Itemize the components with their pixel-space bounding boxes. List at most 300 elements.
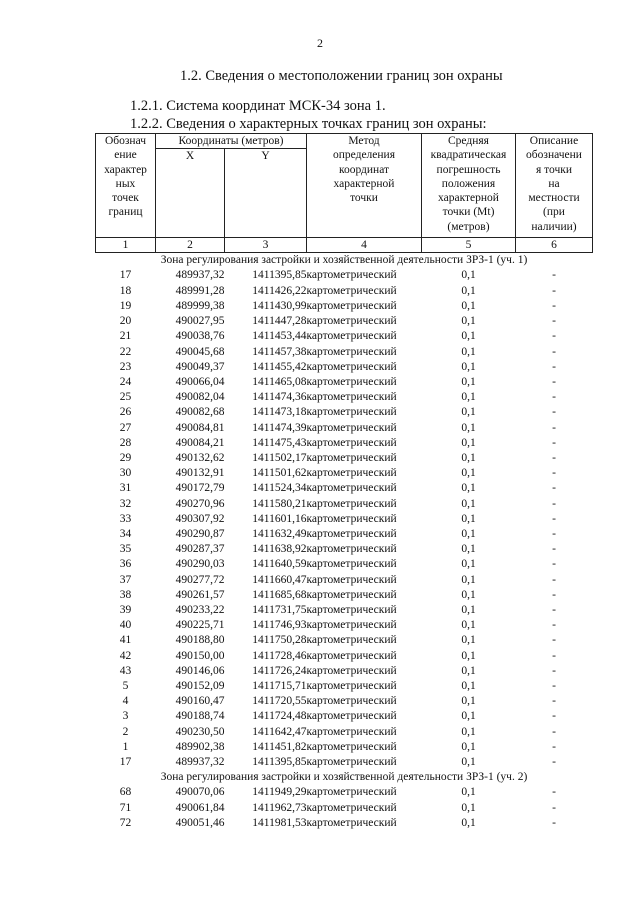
coord-x: 490084,21	[175, 436, 225, 449]
header-line: положения	[441, 177, 496, 190]
table-row	[96, 497, 593, 512]
table-row	[96, 360, 593, 375]
header-line: квадратическая	[430, 149, 507, 162]
method: картометрический	[306, 512, 397, 525]
table-row	[96, 694, 593, 709]
method: картометрический	[306, 695, 397, 708]
table-row	[96, 755, 593, 770]
point-number: 1	[122, 740, 129, 753]
coord-x: 490230,50	[175, 725, 225, 738]
description: -	[552, 527, 556, 540]
coord-y: 1411601,16	[252, 512, 307, 525]
error: 0,1	[461, 588, 476, 601]
coord-y: 1411395,85	[252, 755, 307, 768]
coord-y: 1411750,28	[252, 634, 307, 647]
coord-y: 1411720,55	[252, 695, 307, 708]
header-point-designation	[96, 134, 156, 238]
table-row	[96, 375, 593, 390]
point-number: 32	[119, 497, 132, 510]
description: -	[552, 725, 556, 738]
description: -	[552, 740, 556, 753]
coord-x: 490261,57	[175, 588, 225, 601]
coord-x: 490160,47	[175, 695, 225, 708]
description: -	[552, 679, 556, 692]
error: 0,1	[461, 482, 476, 495]
header-error	[422, 134, 516, 238]
table-row	[96, 801, 593, 816]
zone-title: Зона регулирования застройки и хозяйственной деятельности ЗРЗ-1 (уч. 2)	[160, 771, 528, 784]
coord-x: 490290,03	[175, 558, 225, 571]
table-row	[96, 542, 593, 557]
point-number: 22	[119, 345, 132, 358]
description: -	[552, 421, 556, 434]
error: 0,1	[461, 801, 476, 814]
point-number: 36	[119, 558, 132, 571]
coord-x: 489937,32	[175, 269, 225, 282]
table-row	[96, 466, 593, 481]
point-number: 72	[119, 816, 132, 829]
coord-x: 490070,06	[175, 786, 225, 799]
header-colnum: 2	[156, 238, 225, 253]
coord-y: 1411746,93	[252, 619, 307, 632]
table-row	[96, 527, 593, 542]
table-row	[96, 603, 593, 618]
method: картометрический	[306, 360, 397, 373]
table-row	[96, 451, 593, 466]
header-line: координат	[338, 163, 390, 176]
coord-x: 490307,92	[175, 512, 225, 525]
description: -	[552, 299, 556, 312]
coord-y: 1411457,38	[252, 345, 307, 358]
coord-y: 1411451,82	[252, 740, 307, 753]
description: -	[552, 649, 556, 662]
coord-y: 1411502,17	[252, 451, 307, 464]
error: 0,1	[461, 755, 476, 768]
coord-x: 490150,00	[175, 649, 225, 662]
table-row	[96, 573, 593, 588]
coord-y: 1411455,42	[252, 360, 307, 373]
description: -	[552, 801, 556, 814]
description: -	[552, 284, 556, 297]
coord-x: 490146,06	[175, 664, 225, 677]
header-method	[307, 134, 422, 238]
point-number: 42	[119, 649, 132, 662]
table-row	[96, 618, 593, 633]
description: -	[552, 497, 556, 510]
description: -	[552, 816, 556, 829]
coord-x: 490038,76	[175, 330, 225, 343]
coord-y: 1411475,43	[252, 436, 307, 449]
method: картометрический	[306, 451, 397, 464]
point-number: 33	[119, 512, 132, 525]
description: -	[552, 710, 556, 723]
error: 0,1	[461, 527, 476, 540]
coord-y: 1411465,08	[252, 375, 307, 388]
coord-x: 490188,80	[175, 634, 225, 647]
error: 0,1	[461, 436, 476, 449]
error: 0,1	[461, 816, 476, 829]
table-row	[96, 740, 593, 755]
header-line: точки (Mt)	[442, 206, 495, 219]
point-number: 43	[119, 664, 132, 677]
description: -	[552, 482, 556, 495]
zone-title-row	[96, 770, 593, 785]
point-number: 29	[119, 451, 132, 464]
point-number: 37	[119, 573, 132, 586]
header-line: погрешность	[436, 163, 501, 176]
header-line: (при	[543, 206, 565, 219]
zone-title: Зона регулирования застройки и хозяйственной деятельности ЗРЗ-1 (уч. 1)	[160, 254, 528, 267]
error: 0,1	[461, 664, 476, 677]
point-number: 71	[119, 801, 132, 814]
point-number: 2	[122, 725, 129, 738]
description: -	[552, 406, 556, 419]
description: -	[552, 330, 556, 343]
method: картометрический	[306, 558, 397, 571]
method: картометрический	[306, 755, 397, 768]
method: картометрический	[306, 527, 397, 540]
zone-title-row	[96, 253, 593, 269]
method: картометрический	[306, 786, 397, 799]
table-row	[96, 268, 593, 283]
method: картометрический	[306, 679, 397, 692]
header-description	[516, 134, 593, 238]
error: 0,1	[461, 284, 476, 297]
error: 0,1	[461, 391, 476, 404]
error: 0,1	[461, 603, 476, 616]
coord-x: 490233,22	[175, 603, 225, 616]
coord-x: 490061,84	[175, 801, 225, 814]
table-row	[96, 664, 593, 679]
header-line: местности	[528, 192, 580, 205]
coord-y: 1411474,39	[252, 421, 307, 434]
header-line: точки	[350, 192, 378, 205]
point-number: 3	[122, 710, 129, 723]
coord-x: 490132,62	[175, 451, 225, 464]
coord-x: 490172,79	[175, 482, 225, 495]
point-number: 34	[119, 527, 132, 540]
description: -	[552, 269, 556, 282]
coord-x: 489937,32	[175, 755, 225, 768]
header-line: наличии)	[531, 220, 577, 233]
coord-y: 1411501,62	[252, 467, 307, 480]
coord-x: 490045,68	[175, 345, 225, 358]
coord-x: 490287,37	[175, 543, 225, 556]
error: 0,1	[461, 269, 476, 282]
method: картометрический	[306, 634, 397, 647]
header-coordinates: Координаты (метров)	[156, 134, 307, 149]
table-row	[96, 421, 593, 436]
coord-y: 1411447,28	[252, 315, 307, 328]
error: 0,1	[461, 679, 476, 692]
description: -	[552, 375, 556, 388]
method: картометрический	[306, 375, 397, 388]
header-line: Описание	[529, 135, 579, 147]
description: -	[552, 664, 556, 677]
coord-y: 1411474,36	[252, 391, 307, 404]
header-line: Средняя	[448, 135, 489, 147]
coord-y: 1411728,46	[252, 649, 307, 662]
header-y: Y	[225, 149, 307, 238]
coord-y: 1411473,18	[252, 406, 307, 419]
description: -	[552, 512, 556, 525]
point-number: 27	[119, 421, 132, 434]
table-body	[96, 253, 593, 831]
coord-y: 1411660,47	[252, 573, 307, 586]
error: 0,1	[461, 345, 476, 358]
table-row	[96, 481, 593, 496]
header-colnum: 3	[225, 238, 307, 253]
coord-y: 1411632,49	[252, 527, 307, 540]
coord-x: 490082,68	[175, 406, 225, 419]
table-row	[96, 633, 593, 648]
description: -	[552, 603, 556, 616]
error: 0,1	[461, 421, 476, 434]
method: картометрический	[306, 619, 397, 632]
error: 0,1	[461, 299, 476, 312]
coord-x: 490270,96	[175, 497, 225, 510]
boundary-points-table	[95, 133, 593, 831]
method: картометрический	[306, 649, 397, 662]
point-number: 24	[119, 375, 132, 388]
header-line: характер	[104, 163, 147, 176]
section-heading: 1.2. Сведения о местоположении границ зон охраны	[180, 68, 503, 84]
error: 0,1	[461, 695, 476, 708]
description: -	[552, 695, 556, 708]
point-number: 26	[119, 406, 132, 419]
point-number: 21	[119, 330, 132, 343]
table-row	[96, 512, 593, 527]
coord-x: 490188,74	[175, 710, 225, 723]
coord-y: 1411395,85	[252, 269, 307, 282]
coord-x: 490051,46	[175, 816, 225, 829]
method: картометрический	[306, 330, 397, 343]
table-row	[96, 390, 593, 405]
description: -	[552, 451, 556, 464]
error: 0,1	[461, 451, 476, 464]
method: картометрический	[306, 421, 397, 434]
error: 0,1	[461, 330, 476, 343]
coord-y: 1411715,71	[252, 679, 307, 692]
description: -	[552, 543, 556, 556]
error: 0,1	[461, 467, 476, 480]
table-row	[96, 299, 593, 314]
subsection-points: 1.2.2. Сведения о характерных точках границ зон охраны:	[130, 116, 487, 132]
error: 0,1	[461, 360, 476, 373]
page-number: 2	[317, 36, 323, 50]
coord-y: 1411724,48	[252, 710, 307, 723]
method: картометрический	[306, 391, 397, 404]
point-number: 35	[119, 543, 132, 556]
header-line: обозначени	[526, 149, 582, 162]
method: картометрический	[306, 740, 397, 753]
method: картометрический	[306, 436, 397, 449]
point-number: 40	[119, 619, 132, 632]
header-line: я точки	[535, 163, 573, 176]
header-line: Метод	[348, 135, 380, 147]
method: картометрический	[306, 406, 397, 419]
coord-x: 489999,38	[175, 299, 225, 312]
description: -	[552, 558, 556, 571]
description: -	[552, 345, 556, 358]
table-row	[96, 405, 593, 420]
error: 0,1	[461, 725, 476, 738]
header-line: границ	[108, 206, 143, 219]
error: 0,1	[461, 649, 476, 662]
coord-x: 490082,04	[175, 391, 225, 404]
point-number: 25	[119, 391, 132, 404]
header-line: ных	[115, 177, 136, 190]
error: 0,1	[461, 512, 476, 525]
coord-y: 1411685,68	[252, 588, 307, 601]
coord-y: 1411949,29	[252, 786, 307, 799]
table-row	[96, 649, 593, 664]
table-row	[96, 557, 593, 572]
description: -	[552, 436, 556, 449]
coord-y: 1411981,53	[252, 816, 307, 829]
method: картометрический	[306, 801, 397, 814]
table-row	[96, 588, 593, 603]
error: 0,1	[461, 740, 476, 753]
method: картометрический	[306, 573, 397, 586]
coord-y: 1411638,92	[252, 543, 307, 556]
method: картометрический	[306, 710, 397, 723]
error: 0,1	[461, 315, 476, 328]
point-number: 19	[119, 299, 132, 312]
point-number: 4	[122, 695, 129, 708]
subsection-coordinate-system: 1.2.1. Система координат МСК-34 зона 1.	[130, 98, 386, 114]
header-line: характерной	[333, 177, 395, 190]
method: картометрический	[306, 603, 397, 616]
table-row	[96, 436, 593, 451]
header-line: Обознач	[104, 135, 147, 147]
header-line: характерной	[438, 192, 499, 205]
description: -	[552, 634, 556, 647]
method: картометрический	[306, 725, 397, 738]
method: картометрический	[306, 284, 397, 297]
coord-x: 489991,28	[175, 284, 225, 297]
coord-y: 1411640,59	[252, 558, 307, 571]
description: -	[552, 588, 556, 601]
description: -	[552, 786, 556, 799]
point-number: 31	[119, 482, 132, 495]
table-row	[96, 345, 593, 360]
coord-y: 1411580,21	[252, 497, 307, 510]
coord-x: 490152,09	[175, 679, 225, 692]
error: 0,1	[461, 543, 476, 556]
method: картометрический	[306, 816, 397, 829]
coord-x: 490225,71	[175, 619, 225, 632]
coord-y: 1411642,47	[252, 725, 307, 738]
point-number: 20	[119, 315, 132, 328]
table-row	[96, 679, 593, 694]
description: -	[552, 755, 556, 768]
method: картометрический	[306, 543, 397, 556]
coord-x: 490027,95	[175, 315, 225, 328]
point-number: 38	[119, 588, 132, 601]
point-number: 68	[119, 786, 132, 799]
table-row	[96, 284, 593, 299]
description: -	[552, 467, 556, 480]
header-line: (метров)	[447, 220, 490, 233]
point-number: 23	[119, 360, 132, 373]
table-row	[96, 725, 593, 740]
error: 0,1	[461, 497, 476, 510]
error: 0,1	[461, 710, 476, 723]
point-number: 41	[119, 634, 132, 647]
method: картометрический	[306, 467, 397, 480]
error: 0,1	[461, 375, 476, 388]
header-x: X	[156, 149, 225, 238]
header-line: точек	[112, 192, 139, 205]
coord-x: 490049,37	[175, 360, 225, 373]
method: картометрический	[306, 497, 397, 510]
header-colnum: 1	[96, 238, 156, 253]
point-number: 30	[119, 467, 132, 480]
table-row	[96, 709, 593, 724]
description: -	[552, 573, 556, 586]
header-line: определения	[332, 149, 395, 162]
coord-y: 1411962,73	[252, 801, 307, 814]
header-colnum: 4	[307, 238, 422, 253]
method: картометрический	[306, 315, 397, 328]
coord-y: 1411426,22	[252, 284, 307, 297]
point-number: 17	[119, 755, 132, 768]
header-colnum: 6	[516, 238, 593, 253]
error: 0,1	[461, 634, 476, 647]
point-number: 5	[122, 679, 129, 692]
point-number: 18	[119, 284, 132, 297]
method: картометрический	[306, 588, 397, 601]
coord-x: 490066,04	[175, 375, 225, 388]
method: картометрический	[306, 482, 397, 495]
description: -	[552, 619, 556, 632]
coord-x: 490277,72	[175, 573, 225, 586]
error: 0,1	[461, 406, 476, 419]
coord-x: 490132,91	[175, 467, 225, 480]
error: 0,1	[461, 573, 476, 586]
table-row	[96, 816, 593, 831]
coord-y: 1411731,75	[252, 603, 307, 616]
method: картометрический	[306, 664, 397, 677]
header-colnum: 5	[422, 238, 516, 253]
coord-y: 1411524,34	[252, 482, 307, 495]
point-number: 28	[119, 436, 132, 449]
error: 0,1	[461, 558, 476, 571]
table-row	[96, 329, 593, 344]
coord-y: 1411453,44	[252, 330, 307, 343]
header-line: ение	[114, 149, 137, 162]
method: картометрический	[306, 269, 397, 282]
error: 0,1	[461, 619, 476, 632]
coord-x: 490084,81	[175, 421, 225, 434]
error: 0,1	[461, 786, 476, 799]
method: картометрический	[306, 299, 397, 312]
point-number: 17	[119, 269, 132, 282]
coord-x: 489902,38	[175, 740, 225, 753]
table-row	[96, 785, 593, 800]
description: -	[552, 315, 556, 328]
header-line: на	[548, 177, 560, 190]
table-row	[96, 314, 593, 329]
table-header	[96, 134, 593, 253]
coord-x: 490290,87	[175, 527, 225, 540]
description: -	[552, 360, 556, 373]
point-number: 39	[119, 603, 132, 616]
coord-y: 1411430,99	[252, 299, 307, 312]
coord-y: 1411726,24	[252, 664, 307, 677]
description: -	[552, 391, 556, 404]
